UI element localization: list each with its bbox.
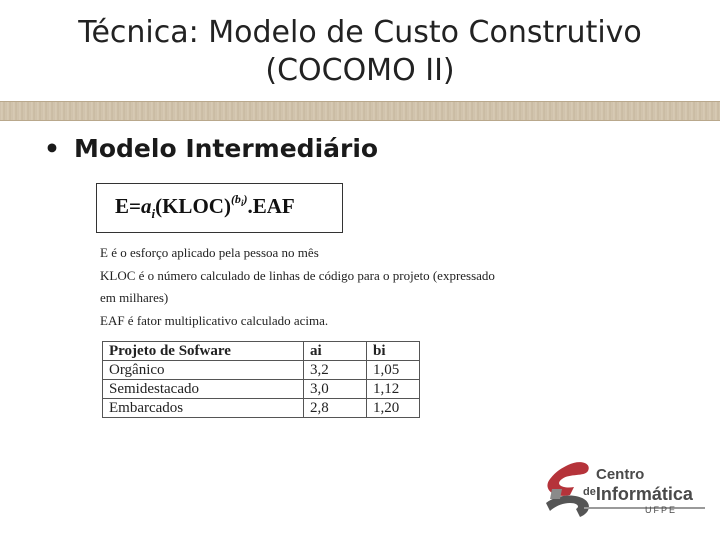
table-cell: 2,8	[304, 399, 367, 418]
table-header-cell: bi	[367, 342, 420, 361]
definition-line: KLOC é o número calculado de linhas de código para o projeto (expressado	[100, 267, 495, 283]
bullet-icon: •	[44, 134, 60, 163]
table-cell: 3,0	[304, 380, 367, 399]
slide-title-line1: Técnica: Modelo de Custo Construtivo	[78, 15, 642, 50]
logo-text-ufpe: UFPE	[645, 505, 678, 515]
table-cell: Orgânico	[103, 361, 304, 380]
table-cell: 1,05	[367, 361, 420, 380]
coefficients-table	[102, 341, 420, 418]
formula-box	[96, 183, 343, 233]
table-header-row	[103, 342, 420, 361]
definition-line: E é o esforço aplicado pela pessoa no mês	[100, 245, 319, 260]
logo-text-centro: Centro	[596, 466, 645, 483]
table-cell: 3,2	[304, 361, 367, 380]
table-cell: 1,12	[367, 380, 420, 399]
definitions-list	[100, 242, 495, 332]
slide-title-line2: (COCOMO II)	[265, 53, 455, 88]
table-header-cell: Projeto de Sofware	[103, 342, 304, 361]
title-divider-bar	[0, 101, 720, 121]
table-row	[103, 380, 420, 399]
formula-lhs: E=	[115, 194, 141, 218]
bullet-item	[44, 134, 378, 163]
formula-a: a	[140, 194, 152, 218]
definition-line: em milhares)	[100, 290, 169, 305]
formula-rest: .EAF	[247, 194, 295, 218]
definition-line: EAF é fator multiplicativo calculado acima.	[100, 312, 329, 328]
table-row	[103, 399, 420, 418]
effort-formula	[115, 192, 295, 222]
bullet-text: Modelo Intermediário	[73, 134, 379, 163]
slide-title	[0, 14, 720, 90]
table-cell: Semidestacado	[103, 380, 304, 399]
logo-text-informatica: $^{de}$Informática	[583, 484, 693, 504]
formula-kloc: (KLOC)	[155, 194, 231, 218]
table-cell: 1,20	[367, 399, 420, 418]
table-cell: Embarcados	[103, 399, 304, 418]
table-header-cell: ai	[304, 342, 367, 361]
formula-exponent: (bi)	[230, 192, 248, 208]
formula-a-sub: i	[151, 206, 156, 221]
table-row	[103, 361, 420, 380]
